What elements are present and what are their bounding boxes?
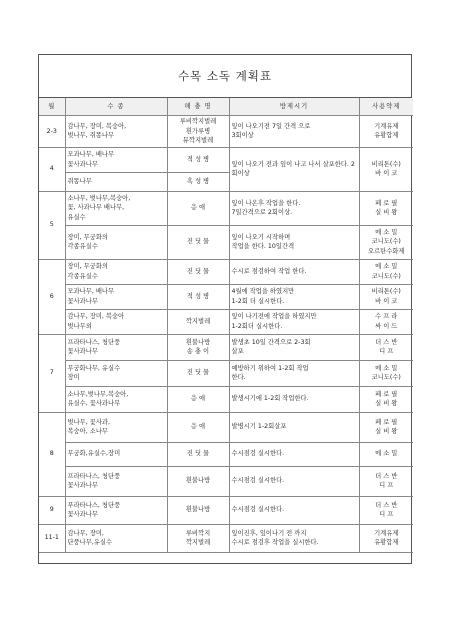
- timing-cell: 수시점검 실시한다.: [229, 466, 359, 496]
- timing-cell: 발생초 10일 간격으로 2-3회 살포: [229, 334, 359, 360]
- pest-cell: 적 성 병: [167, 147, 229, 172]
- pest-cell: 진 딧 물: [167, 442, 229, 466]
- chemical-cell: 더 스 반 디 프: [359, 334, 413, 360]
- month-cell: 7: [39, 334, 65, 412]
- table-row: [39, 496, 413, 524]
- timing-cell: 잎이 나오기 전과 잎이 나고 나서 살포한다. 2회이상: [229, 147, 359, 191]
- chemical-cell: 페 로 필 실 비 왕: [359, 191, 413, 225]
- pest-cell: 흰불나방: [167, 466, 229, 496]
- timing-cell: 잎이 나기전에 작업을 하였지만 1-2회더 실시한다.: [229, 309, 359, 334]
- species-cell: 소나무,벚나무,복숭아, 유실수, 꽃사과나무: [65, 386, 167, 412]
- table-row: [39, 309, 413, 334]
- chemical-cell: 페 로 필 실 비 왕: [359, 386, 413, 412]
- pest-cell: 응 애: [167, 412, 229, 442]
- chemical-cell: 기계유제 유황합제: [359, 524, 413, 552]
- month-cell: 5: [39, 191, 65, 259]
- header-timing: 방제시기: [229, 98, 359, 116]
- header-pest: 해 충 명: [167, 98, 229, 116]
- species-cell: 벚나무, 꽃사과, 복숭아, 소나무: [65, 412, 167, 442]
- table-row: [39, 386, 413, 412]
- pest-cell: 진 딧 물: [167, 225, 229, 259]
- chemical-cell: 비리톤(수) 바 이 코: [359, 147, 413, 191]
- pest-cell: 진 딧 물: [167, 360, 229, 386]
- timing-cell: 4월에 작업을 하였지만 1-2회 더 실시한다.: [229, 284, 359, 309]
- timing-cell: 수시점검 실시한다.: [229, 442, 359, 466]
- pest-cell: 흰불나방 송 충 이: [167, 334, 229, 360]
- header-row: [39, 98, 413, 116]
- species-cell: 장미, 무궁화의 각종유실수: [65, 225, 167, 259]
- table-row: [39, 147, 413, 172]
- month-cell: 6: [39, 259, 65, 334]
- species-cell: 프라타나스, 청단풍 꽃사과나무: [65, 466, 167, 496]
- chemical-cell: 더 스 반 디 프: [359, 496, 413, 524]
- pest-cell: 흰불나방: [167, 496, 229, 524]
- chemical-cell: 메 소 밀: [359, 442, 413, 466]
- table-row: [39, 442, 413, 466]
- table-row: [39, 284, 413, 309]
- species-cell: 감나무, 장미, 복숭아, 벚나무, 쥐똥나무: [65, 116, 167, 148]
- species-cell: 소나무, 벚나무,복숭아, 꽃, 사과나무 배나무, 유실수: [65, 191, 167, 225]
- month-cell: 2-3: [39, 116, 65, 148]
- month-cell: 4: [39, 147, 65, 191]
- timing-cell: 잎이 나온후 작업을 한다. 7일간격으로 2회이상.: [229, 191, 359, 225]
- pest-cell: 적 성 병: [167, 284, 229, 309]
- species-cell: 무궁화,유실수,장미: [65, 442, 167, 466]
- timing-cell: 발생시기에 1-2회 작업한다.: [229, 386, 359, 412]
- pest-cell: 진 딧 물: [167, 259, 229, 284]
- plan-document: [38, 54, 412, 564]
- chemical-cell: 페 로 필 실 비 왕: [359, 412, 413, 442]
- pest-cell: 루비깍지 깍지벌레: [167, 524, 229, 552]
- header-species: 수 종: [65, 98, 167, 116]
- timing-cell: 잎이 나오기전 7일 간격 으로 3회이상: [229, 116, 359, 148]
- chemical-cell: 메 소 밀 코니도(수): [359, 360, 413, 386]
- pest-cell: 루비깍지벌레 흰가루병 뮤깍지벌레: [167, 116, 229, 148]
- schedule-table: [39, 98, 413, 553]
- pest-cell: 흑 성 병: [167, 172, 229, 191]
- species-cell: 장미, 무궁화의 각종유실수: [65, 259, 167, 284]
- chemical-cell: 수 프 라 싸 이 드: [359, 309, 413, 334]
- pest-cell: 응 애: [167, 386, 229, 412]
- table-row: [39, 225, 413, 259]
- timing-cell: 발병시기 1-2회살포: [229, 412, 359, 442]
- table-row: [39, 116, 413, 148]
- species-cell: 감나무, 장미, 단풍나무,유실수: [65, 524, 167, 552]
- chemical-cell: 비리톤(수) 바 이 코: [359, 284, 413, 309]
- month-cell: 8: [39, 412, 65, 496]
- table-row: [39, 334, 413, 360]
- header-month: 월: [39, 98, 65, 116]
- species-cell: 무궁화나무, 유실수 장미: [65, 360, 167, 386]
- table-row: [39, 524, 413, 552]
- timing-cell: 잎이 나오기 시작하며 작업을 한다. 10일간격: [229, 225, 359, 259]
- timing-cell: 수시점검 실시한다.: [229, 496, 359, 524]
- table-row: [39, 466, 413, 496]
- chemical-cell: 메 소 밀 코니도(수) 오르탄수화제: [359, 225, 413, 259]
- species-cell: 쥐똥나무: [65, 172, 167, 191]
- species-cell: 프라타나스, 청단풍 꽃사과나무: [65, 334, 167, 360]
- species-cell: 푸라타나스, 청단풍 꽃사과나무: [65, 496, 167, 524]
- table-row: [39, 360, 413, 386]
- chemical-cell: 메 소 밀 코니도(수): [359, 259, 413, 284]
- table-row: [39, 412, 413, 442]
- page-title: 수목 소독 계획표: [39, 55, 411, 98]
- table-row: [39, 191, 413, 225]
- pest-cell: 깍지벌레: [167, 309, 229, 334]
- timing-cell: 수시로 점검하여 작업 한다.: [229, 259, 359, 284]
- chemical-cell: 기계유제 유황합제: [359, 116, 413, 148]
- species-cell: 모과나무, 배나무 꽃사과나무: [65, 284, 167, 309]
- chemical-cell: 더 스 반 디 프: [359, 466, 413, 496]
- species-cell: 모과나무, 배나무 꽃사과나무: [65, 147, 167, 172]
- pest-cell: 응 애: [167, 191, 229, 225]
- month-cell: 11-1: [39, 524, 65, 552]
- table-row: [39, 259, 413, 284]
- timing-cell: 예방하기 위하여 1-2회 작업 한다.: [229, 360, 359, 386]
- species-cell: 감나무, 장미, 복숭아 벚나무외: [65, 309, 167, 334]
- header-chemical: 사용약제: [359, 98, 413, 116]
- month-cell: 9: [39, 496, 65, 524]
- timing-cell: 잎이진후, 잎이나기 전 까지 수시로 점검후 작업을 실시한다.: [229, 524, 359, 552]
